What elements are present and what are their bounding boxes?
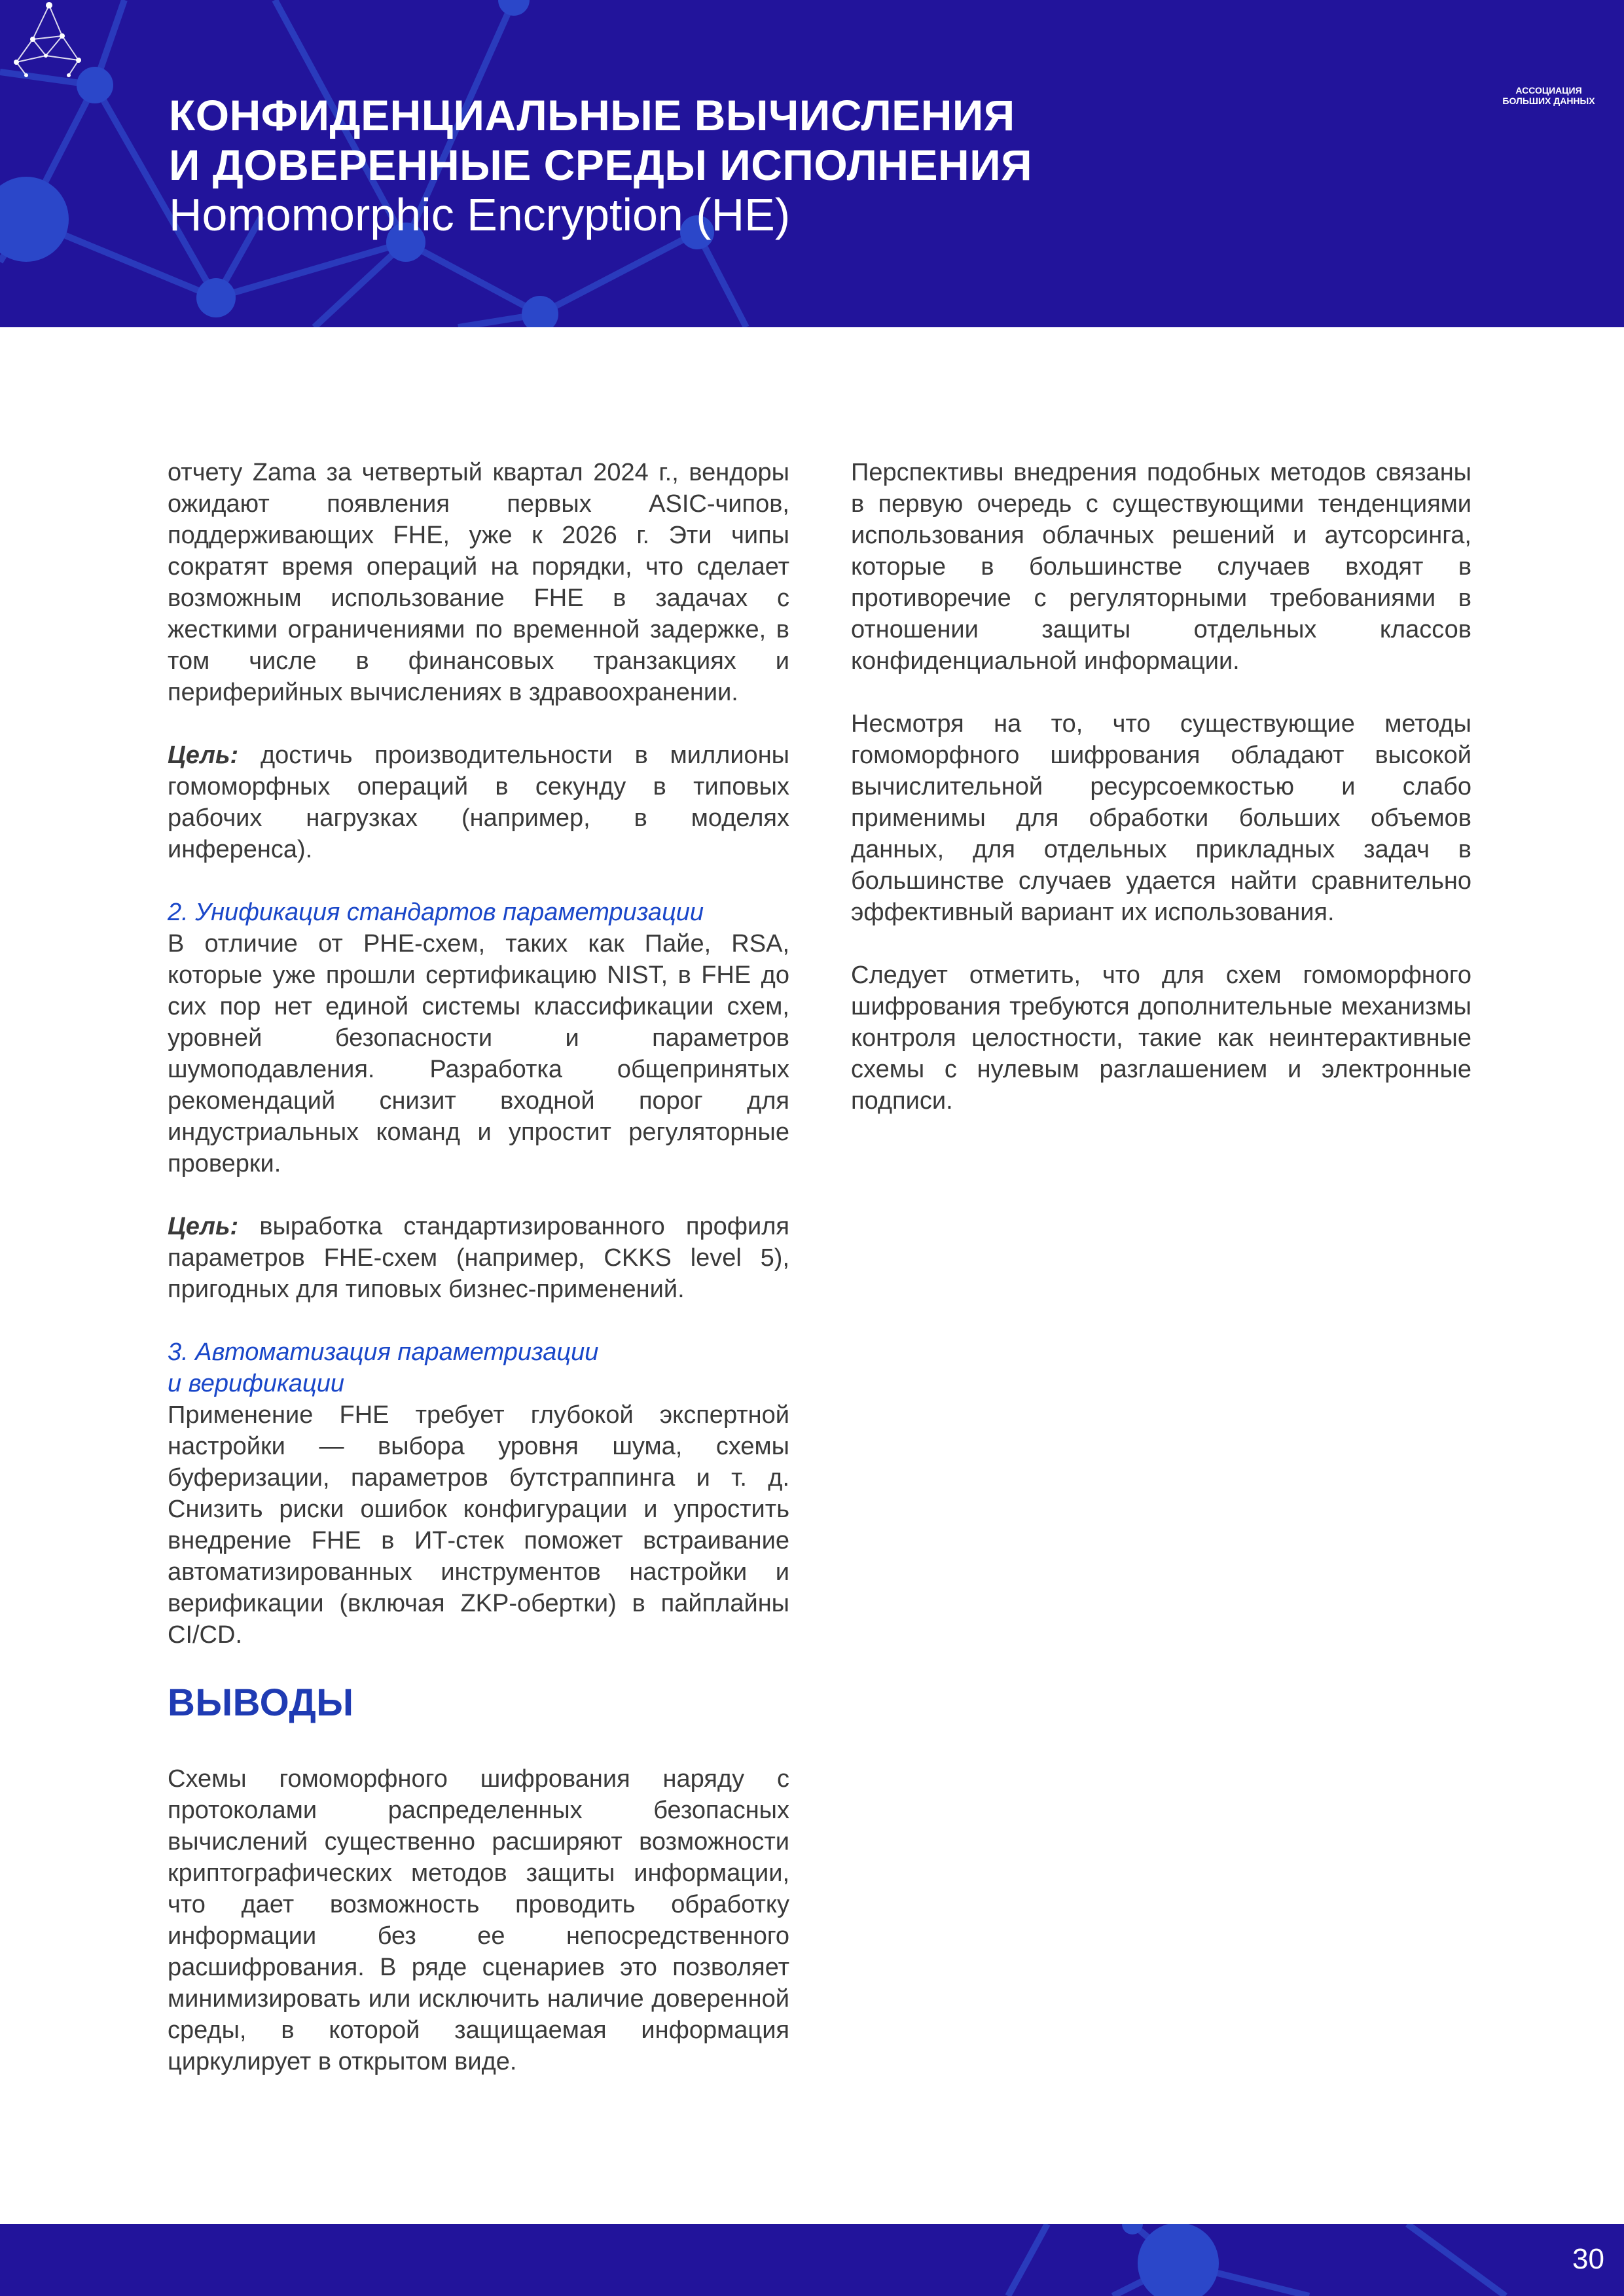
network-node (498, 0, 530, 16)
association-logo-icon (0, 0, 98, 92)
network-node (196, 278, 236, 317)
section-heading-line: и верификации (168, 1370, 345, 1397)
conclusions-paragraph: Схемы гомоморфного шифрования наряду с протоколами распределенных безопасных вычислений существенно расширяют возможности криптографических методов защиты информации, что дает возможность проводить обработку информации без ее непосредственного расшифрования. В ряде сценариев это позволяет минимизировать или исключить наличие доверенной среды, в которой защищаемая информация циркулирует в открытом виде. (168, 1765, 789, 2075)
section-paragraph: Применение FHE требует глубокой экспертной настройки — выбора уровня шума, схемы буферизации, параметров бутстраппинга и т. д. Снизить риски ошибок конфигурации и упростить внедрение FHE в ИТ-стек поможет встраивание автоматизированных инструментов настройки и верификации (включая ZKP-обертки) в пайплайны CI/CD. (168, 1401, 789, 1649)
title-line: КОНФИДЕНЦИАЛЬНЫЕ ВЫЧИСЛЕНИЯ (169, 91, 1015, 139)
page-title (169, 90, 1032, 190)
goal-paragraph (168, 1211, 789, 1305)
network-node (1138, 2224, 1219, 2296)
page-subtitle: Homomorphic Encryption (HE) (169, 189, 791, 240)
logo-caption-line: БОЛЬШИХ ДАННЫХ (1502, 96, 1595, 106)
page-footer (0, 2224, 1624, 2296)
conclusions-heading: ВЫВОДЫ (168, 1681, 354, 1724)
goal-text: выработка стандартизированного профиля параметров FHE-схем (например, CKKS level 5), пригодных для типовых бизнес-применений. (168, 1213, 789, 1303)
body-paragraph: Перспективы внедрения подобных методов связаны в первую очередь с существующими тенденциями использования облачных решений и аутсорсинга, которые в большинстве случаев входят в противоречие с регуляторными требованиями в отношении защиты отдельных классов конфиденциальной информации. (851, 459, 1471, 675)
body-paragraph: Следует отметить, что для схем гомоморфного шифрования требуются дополнительные механизмы контроля целостности, такие как неинтерактивные схемы с нулевым разглашением и электронные подписи. (851, 961, 1471, 1115)
footer-network-background (0, 2224, 1624, 2296)
section-heading-line: 3. Автоматизация параметризации (168, 1338, 599, 1366)
left-column (168, 457, 789, 2077)
logo-caption (1491, 85, 1606, 106)
title-line: И ДОВЕРЕННЫЕ СРЕДЫ ИСПОЛНЕНИЯ (169, 141, 1033, 189)
section-heading: 2. Унификация стандартов параметризации (168, 899, 704, 926)
goal-text: достичь производительности в миллионы гомоморфных операций в секунду в типовых рабочих нагрузках (например, в моделях инференса). (168, 742, 789, 863)
page-number: 30 (1572, 2243, 1604, 2275)
goal-label: Цель: (168, 742, 239, 769)
section-heading (168, 1336, 789, 1399)
network-node (0, 177, 69, 262)
goal-paragraph (168, 740, 789, 865)
network-node (522, 296, 558, 327)
logo-caption-line: АССОЦИАЦИЯ (1515, 85, 1582, 96)
body-paragraph: Несмотря на то, что существующие методы гомоморфного шифрования обладают высокой вычислительной ресурсоемкостью и слабо применимы для обработки больших объемов данных, для отдельных прикладных задач в большинстве случаев удается найти сравнительно эффективный вариант их использования. (851, 710, 1471, 926)
goal-label: Цель: (168, 1213, 239, 1240)
section-paragraph: В отличие от PHE-схем, таких как Пайе, RSA, которые уже прошли сертификацию NIST, в FHE до сих пор нет единой системы классификации схем, уровней безопасности и параметров шумоподавления. Разработка общепринятых рекомендаций снизит входной порог для индустриальных команд и упростит регуляторные проверки. (168, 930, 789, 1177)
right-column (851, 457, 1471, 1117)
intro-paragraph: отчету Zama за четвертый квартал 2024 г., вендоры ожидают появления первых ASIC-чипов, поддерживающих FHE, уже к 2026 г. Эти чипы сократят время операций на порядки, что сделает возможным использование FHE в задачах с жесткими ограничениями по временной задержке, в том числе в финансовых транзакциях и периферийных вычислениях в здравоохранении. (168, 459, 789, 706)
page-header (0, 0, 1624, 327)
